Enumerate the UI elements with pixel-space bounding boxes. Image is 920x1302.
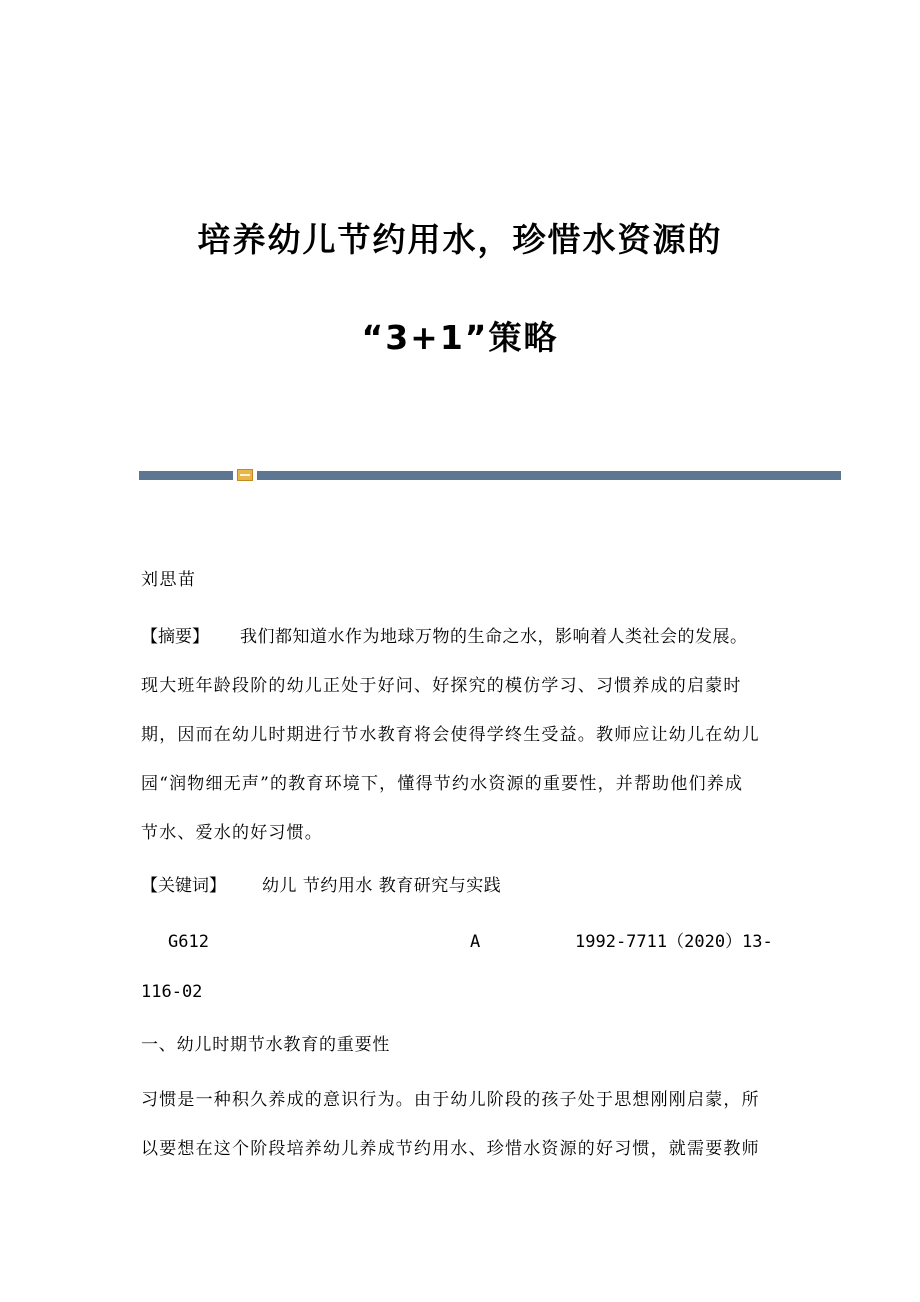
section-heading: 一、幼儿时期节水教育的重要性 xyxy=(141,1035,391,1055)
body-line: 以要想在这个阶段培养幼儿养成节约用水、珍惜水资源的好习惯，就需要教师 xyxy=(141,1139,760,1159)
abstract-line: 园“润物细无声”的教育环境下，懂得节约水资源的重要性，并帮助他们养成 xyxy=(141,774,744,794)
abstract-line: 节水、爱水的好习惯。 xyxy=(141,823,323,843)
abstract-label: 【摘要】 xyxy=(141,627,209,647)
abstract-line: 我们都知道水作为地球万物的生命之水，影响着人类社会的发展。 xyxy=(240,627,748,647)
body-line: 习惯是一种积久养成的意识行为。由于幼儿阶段的孩子处于思想刚刚启蒙，所 xyxy=(141,1090,760,1110)
article-id: 1992-7711（2020）13- xyxy=(575,932,773,952)
divider-bar-right xyxy=(257,471,841,480)
divider-bar-left xyxy=(139,471,233,480)
title-line-1: 培养幼儿节约用水，珍惜水资源的 xyxy=(197,220,723,259)
article-id-continued: 116-02 xyxy=(141,982,203,1002)
title-line-2: “3+1”策略 xyxy=(361,318,559,357)
clc-number: G612 xyxy=(168,932,209,952)
author: 刘思苗 xyxy=(141,570,197,590)
abstract-line: 现大班年龄段阶的幼儿正处于好问、好探究的模仿学习、习惯养成的启蒙时 xyxy=(141,676,742,696)
document-code: A xyxy=(470,932,481,952)
keywords-value: 幼儿 节约用水 教育研究与实践 xyxy=(262,876,502,896)
divider-emblem-icon xyxy=(237,469,253,481)
keywords-label: 【关键词】 xyxy=(141,876,226,896)
abstract-line: 期，因而在幼儿时期进行节水教育将会使得学终生受益。教师应让幼儿在幼儿 xyxy=(141,725,760,745)
